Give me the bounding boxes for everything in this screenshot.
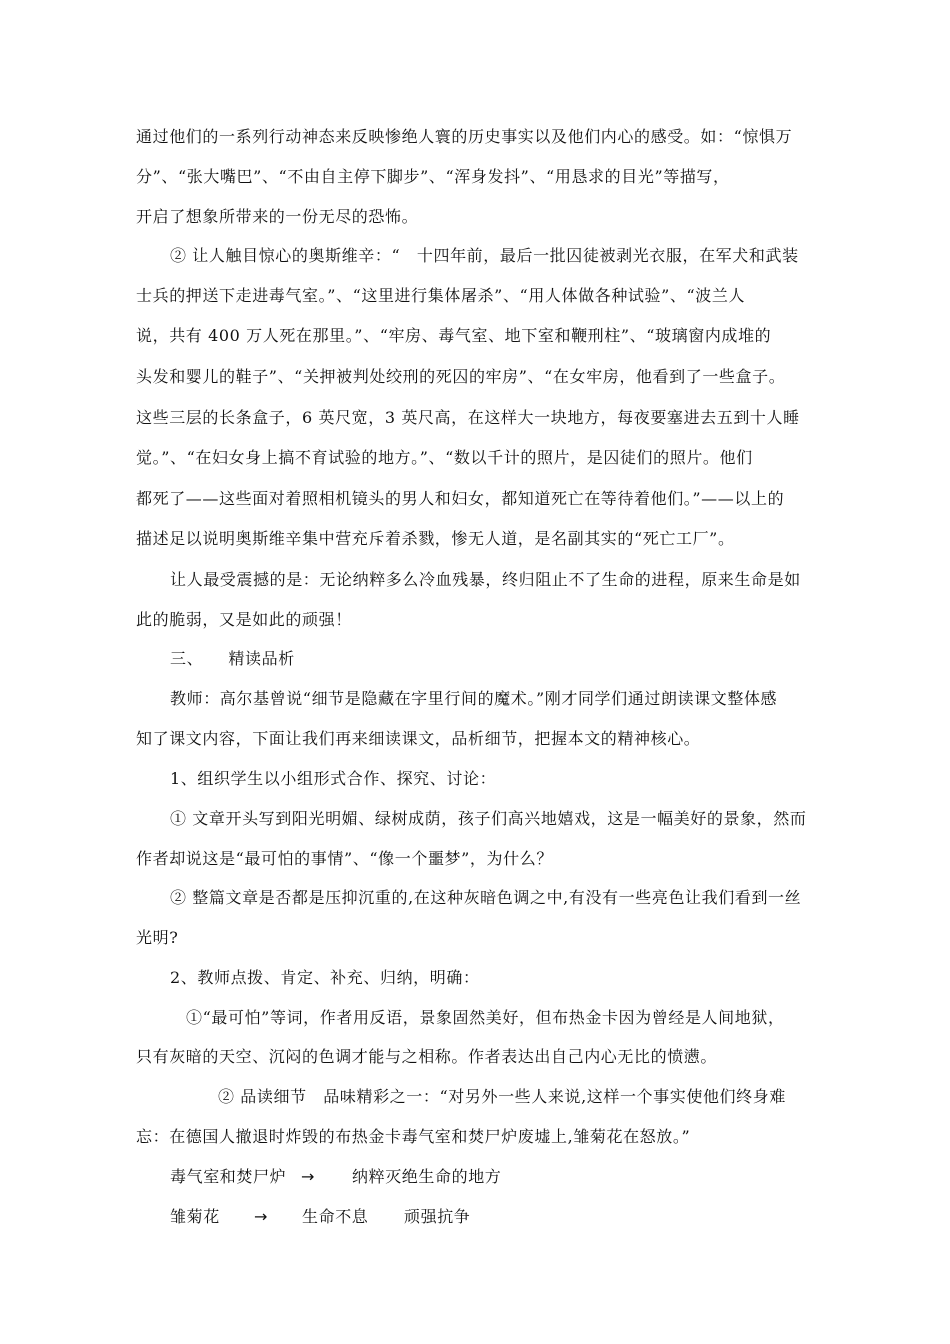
paragraph-line: 光明? <box>136 928 179 947</box>
paragraph-line: 教师：高尔基曾说“细节是隐藏在字里行间的魔术。”刚才同学们通过朗读课文整体感 <box>170 689 778 708</box>
list-heading: 2、教师点拨、肯定、补充、归纳，明确： <box>170 968 480 987</box>
paragraph-line: 只有灰暗的天空、沉闷的色调才能与之相称。作者表达出自己内心无比的愤懑。 <box>136 1047 718 1066</box>
paragraph-line: ② 整篇文章是否都是压抑沉重的,在这种灰暗色调之中,有没有一些亮色让我们看到一丝 <box>170 888 802 907</box>
paragraph-line: 知了课文内容，下面让我们再来细读课文，品析细节，把握本文的精神核心。 <box>136 729 701 748</box>
paragraph-line: 说，共有 400 万人死在那里。”、“牢房、毒气室、地下室和鞭刑柱”、“玻璃窗内成堆的 <box>136 326 772 345</box>
flow-target: 顽强抗争 <box>404 1207 471 1226</box>
paragraph-line: ① 文章开头写到阳光明媚、绿树成荫，孩子们高兴地嬉戏，这是一幅美好的景象，然而 <box>170 809 807 828</box>
paragraph-line: ② 品读细节 品味精彩之一：“对另外一些人来说,这样一个事实使他们终身难 <box>218 1087 786 1106</box>
flow-source: 雏菊花 <box>170 1207 220 1226</box>
paragraph-line: 士兵的押送下走进毒气室。”、“这里进行集体屠杀”、“用人体做各种试验”、“波兰人 <box>136 286 746 305</box>
paragraph-line: 忘：在德国人撤退时炸毁的布热金卡毒气室和焚尸炉废墟上,雏菊花在怒放。” <box>136 1127 691 1146</box>
paragraph-line: ①“最可怕”等词，作者用反语，景象固然美好，但布热金卡因为曾经是人间地狱， <box>186 1008 785 1027</box>
section-heading: 三、 精读品析 <box>170 649 295 668</box>
paragraph-line: 开启了想象所带来的一份无尽的恐怖。 <box>136 207 419 226</box>
paragraph-line: 分”、“张大嘴巴”、“不由自主停下脚步”、“浑身发抖”、“用恳求的目光”等描写， <box>136 167 730 186</box>
right-arrow-icon: → <box>301 1167 315 1186</box>
flow-target: 纳粹灭绝生命的地方 <box>352 1167 502 1186</box>
paragraph-line: 作者却说这是“最可怕的事情”、“像一个噩梦”，为什么？ <box>136 849 553 868</box>
right-arrow-icon: → <box>254 1207 268 1226</box>
paragraph-line: 此的脆弱，又是如此的顽强！ <box>136 610 352 629</box>
paragraph-line: 让人最受震撼的是：无论纳粹多么冷血残暴，终归阻止不了生命的进程，原来生命是如 <box>170 570 801 589</box>
list-heading: 1、组织学生以小组形式合作、探究、讨论： <box>170 769 497 788</box>
paragraph-line: 头发和婴儿的鞋子”、“关押被判处绞刑的死囚的牢房”、“在女牢房，他看到了一些盒子。 <box>136 367 786 386</box>
paragraph-line: 这些三层的长条盒子，6 英尺宽，3 英尺高，在这样大一块地方，每夜要塞进去五到十人睡 <box>136 408 800 427</box>
paragraph-line: 都死了——这些面对着照相机镜头的男人和妇女，都知道死亡在等待着他们。”——以上的 <box>136 489 785 508</box>
paragraph-line: 觉。”、“在妇女身上搞不育试验的地方。”、“数以千计的照片，是囚徒们的照片。他们 <box>136 448 753 467</box>
paragraph-line: 描述足以说明奥斯维辛集中营充斥着杀戮，惨无人道，是名副其实的“死亡工厂”。 <box>136 529 735 548</box>
paragraph-line: ② 让人触目惊心的奥斯维辛：“ 十四年前，最后一批囚徒被剥光衣服，在军犬和武装 <box>170 246 799 265</box>
flow-target: 生命不息 <box>302 1207 369 1226</box>
flow-source: 毒气室和焚尸炉 <box>170 1167 287 1186</box>
paragraph-line: 通过他们的一系列行动神态来反映惨绝人寰的历史事实以及他们内心的感受。如：“惊惧万 <box>136 127 793 146</box>
